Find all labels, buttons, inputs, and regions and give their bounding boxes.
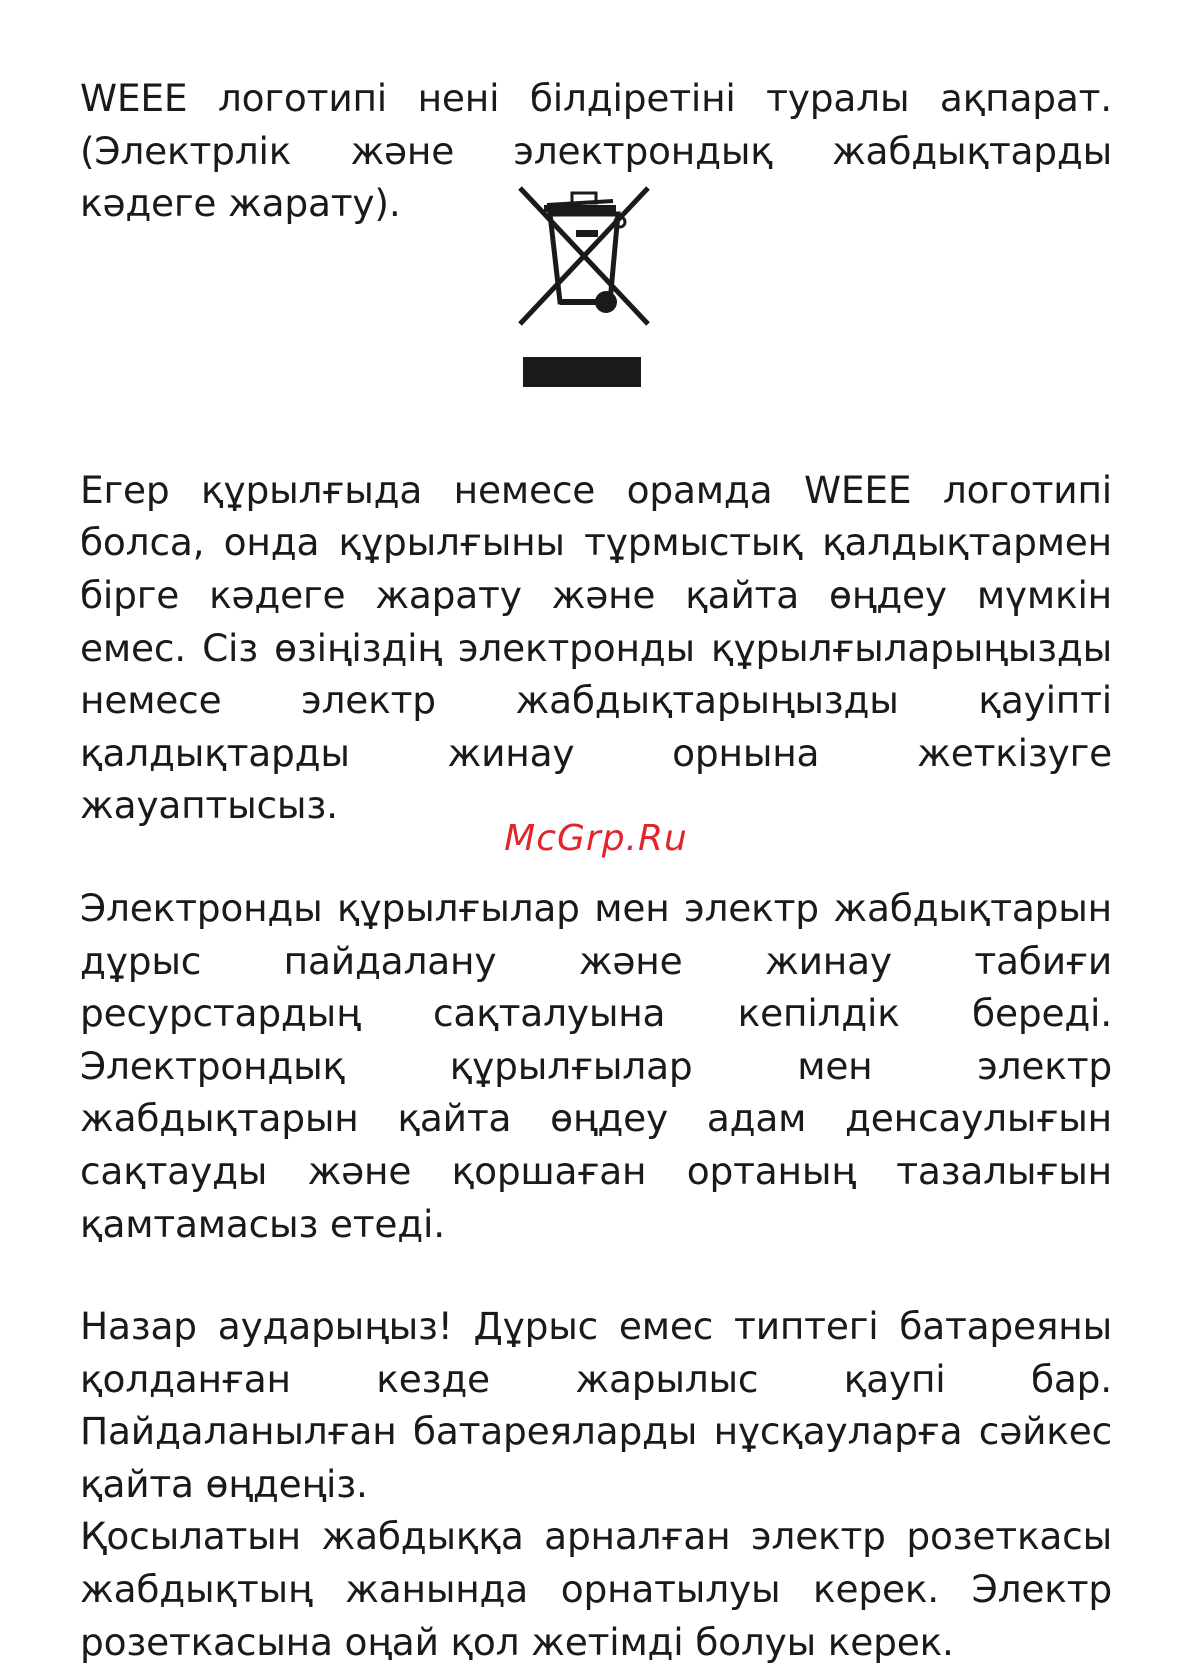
document-page [80, 72, 1112, 1668]
battery-warning-paragraph: Назар аударыңыз! Дұрыс емес типтегі батареяны қолданған кезде жарылыс қаупі бар. Пайдаланылған батареяларды нұсқауларға сәйкес қайта өңдеңіз. [80, 1304, 1112, 1506]
crossed-out-wheelie-bin-icon [514, 180, 654, 416]
socket-paragraph: Қосылатын жабдыққа арналған электр розеткасы жабдықтың жанында орнатылуы керек. Электр розеткасына оңай қол жетімді болуы керек. [80, 1514, 1112, 1664]
resources-paragraph: Электронды құрылғылар мен электр жабдықтарын дұрыс пайдалану және жинау табиғи ресурстардың сақталуына кепілдік береді. Электрондық құрылғылар мен электр жабдықтарын қайта өңдеу адам денсаулығын сақтауды және қоршаған ортаның тазалығын қамтамасыз етеді. [80, 885, 1112, 1246]
weee-disposal-paragraph: Егер құрылғыда немесе орамда WEEE логотипі болса, онда құрылғыны тұрмыстық қалдықтармен бірге кәдеге жарату және қайта өңдеу мүмкін емес. Сіз өзіңіздің электронды құрылғыларыңызды немесе электр жабдықтарыңызды қауіпті қалдықтарды жинау орнына жеткізуге жауаптысыз. [80, 467, 1112, 828]
watermark-text: McGrp.Ru [504, 818, 688, 859]
intro-paragraph: WEEE логотипі нені білдіретіні туралы ақпарат. (Электрлік және электрондық жабдықтарды кәдеге жарату). [80, 76, 1112, 226]
weee-logo-block [80, 180, 1112, 416]
